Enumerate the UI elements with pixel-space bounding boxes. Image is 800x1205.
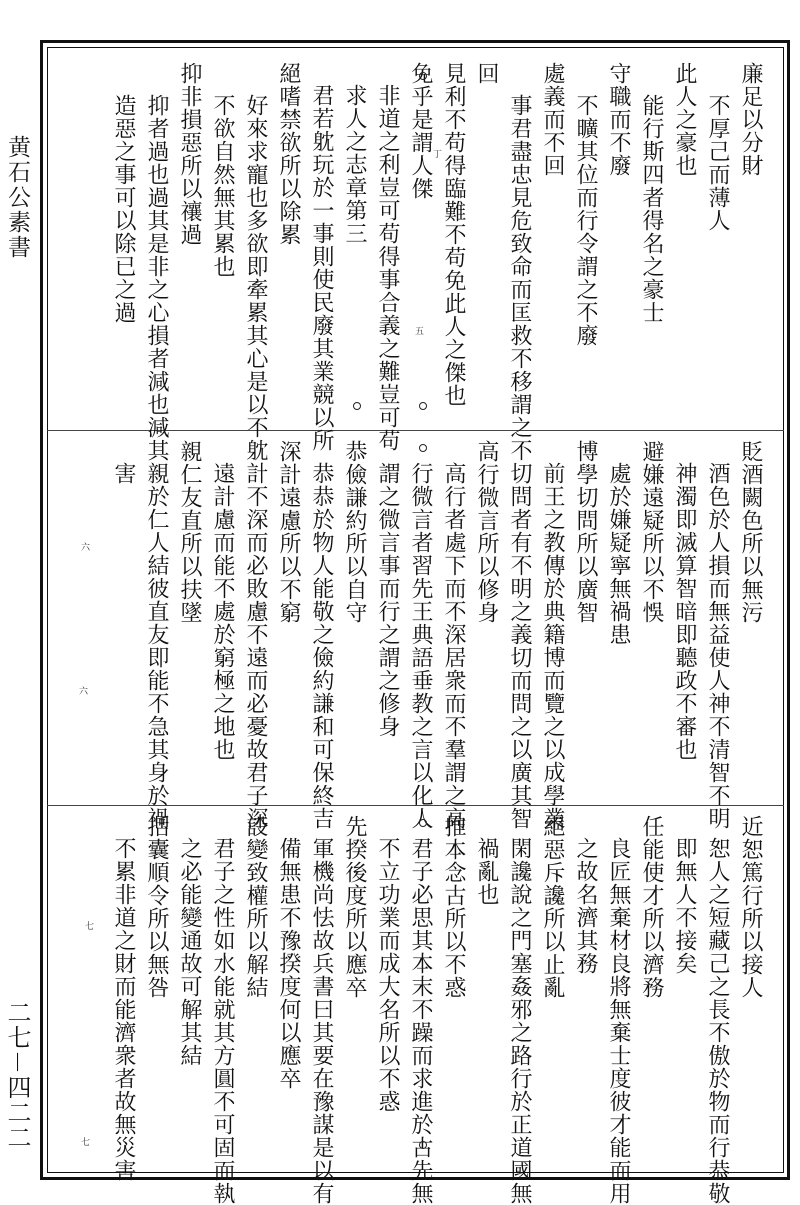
text-column: 不累非道之財而能濟衆者故無災害 [111,837,136,1182]
margin-mark: 六 [79,687,89,697]
text-column: 害 [111,462,136,485]
text-column: 神濁即滅算智暗即聽政不審也 [672,462,697,761]
text-column: 備無患不豫揆度何以應卒 [276,837,301,1090]
punctuation-circle [419,72,427,80]
text-panel-1 [55,62,777,462]
text-column: 能行斯四者得名之豪士 [639,94,664,324]
text-column: 君子之性如水能就其方圓不可固而執 [210,837,235,1205]
punctuation-circle [419,444,427,452]
text-column: 事君盡忠見危致命而匡救不移謂之不 [507,94,532,462]
text-column: 禍亂也 [474,837,499,906]
punctuation-circle [419,819,427,827]
text-column: 任能使才所以濟務 [639,815,664,999]
text-column: 避嫌遠疑所以不悞 [639,440,664,624]
punctuation-circle [353,402,361,410]
text-column: 親於仁人結彼直友即能不急其身於禍 [144,462,169,830]
text-column: 高行者處下而不深居衆而不羣謂之高 [441,462,466,830]
text-panel-3 [55,815,777,1205]
text-panel-2 [55,440,777,830]
text-column: 恕人之短藏己之長不傲於物而行恭敬 [705,837,730,1205]
text-column: 處義而不回 [540,62,565,177]
text-column: 不欲自然無其累也 [210,94,235,278]
text-column: 回 [474,62,499,85]
text-column: 不厚己而薄人 [705,94,730,232]
text-column: 軍機尚怯故兵書曰其要在豫謀是以有 [309,837,334,1205]
margin-mark: 丁 [433,150,443,160]
margin-mark: 五 [415,327,425,337]
text-column: 高行微言所以修身 [474,440,499,624]
text-column: 近恕篤行所以接人 [738,815,763,999]
text-column: 設變致權所以解結 [243,815,268,999]
punctuation-circle [419,402,427,410]
text-column: 括囊順令所以無咎 [144,815,169,999]
text-column: 處於嫌疑寧無禍患 [606,462,631,646]
text-column: 遠計慮而能不處於窮極之地也 [210,462,235,761]
text-column: 見利不苟得臨難不苟免此人之傑也 [441,62,466,407]
text-column: 君若躭玩於一事則使民廢其業競以所 [309,84,334,452]
text-column: 良匠無棄材良將無棄士度彼才能而用 [606,837,631,1205]
text-column: 絕嗜禁欲所以除累 [276,62,301,246]
text-column: 閑讒說之門塞姦邪之路行於正道國無 [507,837,532,1205]
text-column: 抑者過也過其是非之心損者減也減其 [144,94,169,462]
text-column: 計不深而必敗慮不遠而必憂故君子深 [243,462,268,830]
text-column: 之必能變通故可解其結 [177,837,202,1067]
text-column: 親仁友直所以扶墜 [177,440,202,624]
text-column: 恭儉謙約所以自守 [342,440,367,624]
text-column: 博學切問所以廣智 [573,440,598,624]
text-column: 謂之微言事而行之謂之修身 [375,462,400,738]
text-column: 廉足以分財 [738,62,763,177]
margin-title: 黄石公素書 [4,135,30,260]
text-column: 免乎是謂人傑 [408,62,433,200]
text-column: 先揆後度所以應卒 [342,815,367,999]
margin-mark: 六 [81,543,91,553]
text-column: 非道之利豈可苟得事合義之難豈可苟 [375,84,400,452]
margin-mark: 七 [81,1138,91,1148]
text-column: 此人之豪也 [672,62,697,177]
text-column: 君子必思其本末不躁而求進於古先無 [408,837,433,1205]
text-column: 深計遠慮所以不窮 [276,440,301,624]
margin-mark: 七 [85,922,95,932]
text-column: 好來求寵也多欲即牽累其心是以不躭 [243,94,268,462]
text-column: 貶酒闕色所以無污 [738,440,763,624]
text-column: 前王之教傳於典籍博而覽之以成學業 [540,462,565,830]
text-column: 不曠其位而行令謂之不廢 [573,94,598,347]
text-column: 酒色於人損而無益使人神不清智不明 [705,462,730,830]
text-column: 推本念古所以不惑 [441,815,466,999]
text-column: 絕惡斥讒所以止亂 [540,815,565,999]
text-column: 即無人不接矣 [672,837,697,975]
text-column: 守職而不廢 [606,62,631,177]
text-column: 行微言者習先王典語垂教之言以化人 [408,462,433,830]
page-number: 二七－四二二 [3,1000,31,1150]
text-column: 切問者有不明之義切而問之以廣其智 [507,462,532,830]
text-column: 之故名濟其務 [573,837,598,975]
text-column: 抑非損惡所以禳過 [177,62,202,246]
text-column: 造惡之事可以除已之過 [111,94,136,324]
text-column: 恭恭於物人能敬之儉約謙和可保終吉 [309,462,334,830]
text-column: 不立功業而成大名所以不惑 [375,837,400,1113]
punctuation-circle [419,1141,427,1149]
text-column: 求人之志章第三 [342,84,367,245]
